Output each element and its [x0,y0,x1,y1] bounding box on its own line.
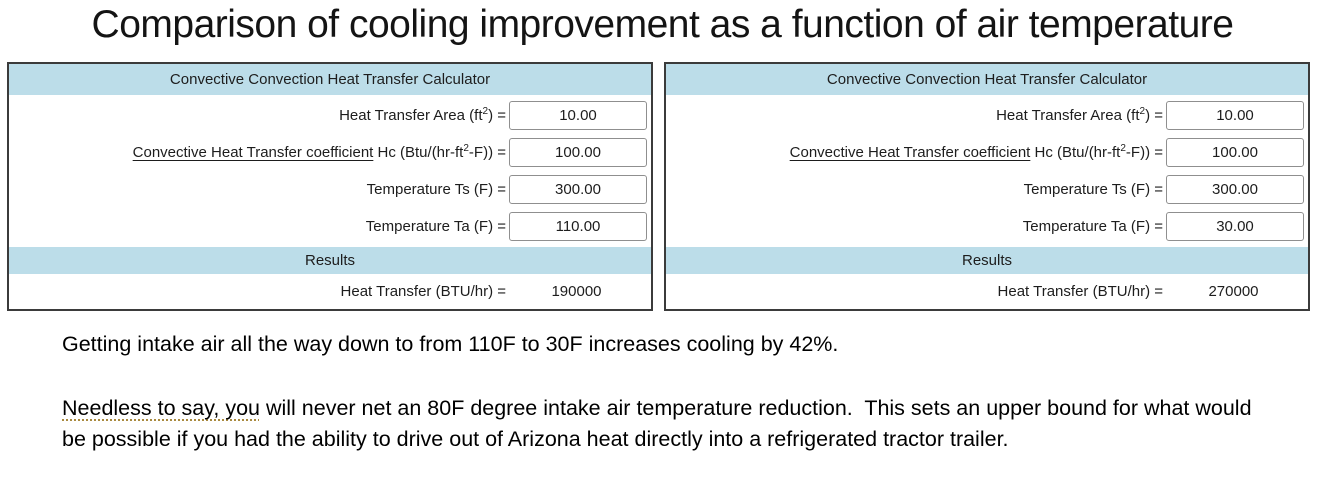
field-label-temperature-ts: Temperature Ts (F) = [366,180,506,198]
field-label-area: Heat Transfer Area $(ft^2)$ = [339,105,506,124]
heat-transfer-area-input[interactable] [509,101,647,130]
heat-transfer-area-input[interactable] [1166,101,1304,130]
input-rows [9,95,651,247]
convective-coefficient-input[interactable] [509,138,647,167]
input-row-temperature-ts [666,171,1308,208]
field-label-area: Heat Transfer Area $(ft^2)$ = [996,105,1163,124]
heat-transfer-result: 270000 [1208,282,1259,300]
input-row-coefficient [9,134,651,171]
input-row-area [9,97,651,134]
result-row [666,274,1308,309]
field-label-temperature-ts: Temperature Ts (F) = [1023,180,1163,198]
results-header: Results [9,247,651,274]
temperature-ta-input[interactable] [509,212,647,241]
temperature-ts-input[interactable] [509,175,647,204]
input-row-temperature-ta [9,208,651,245]
result-row [9,274,651,309]
results-header: Results [666,247,1308,274]
result-label: Heat Transfer (BTU/hr) = [997,282,1163,300]
temperature-ts-input[interactable] [1166,175,1304,204]
cooling-improvement-note: Getting intake air all the way down to from 110F to 30F increases cooling by 42%. [62,332,839,356]
panel-header: Convective Convection Heat Transfer Calculator [666,64,1308,95]
field-label-coefficient: Convective Heat Transfer coefficient Hc $(Btu/(hr-ft^2-F))$ = [132,142,506,161]
upper-bound-note: Needless to say, you will never net an 80F degree intake air temperature reduction. This sets an upper bound for what would be possible if you had the ability to drive out of Arizona heat directly into a refrigerated tractor trailer. [62,396,1258,451]
calculator-panel-left [7,62,653,311]
input-row-temperature-ts [9,171,651,208]
calculator-panels [7,62,1310,311]
grammar-flagged-text: Needless to say, you [62,396,260,420]
temperature-ta-input[interactable] [1166,212,1304,241]
input-row-area [666,97,1308,134]
convective-coefficient-input[interactable] [1166,138,1304,167]
result-label: Heat Transfer (BTU/hr) = [340,282,506,300]
input-row-temperature-ta [666,208,1308,245]
calculator-panel-right [664,62,1310,311]
panel-header: Convective Convection Heat Transfer Calculator [9,64,651,95]
page-title: Comparison of cooling improvement as a function of air temperature [91,3,1234,46]
input-row-coefficient [666,134,1308,171]
field-label-coefficient: Convective Heat Transfer coefficient Hc $(Btu/(hr-ft^2-F))$ = [789,142,1163,161]
notes-text [62,331,1262,455]
field-label-temperature-ta: Temperature Ta (F) = [365,217,506,235]
heat-transfer-result: 190000 [551,282,602,300]
coefficient-link[interactable]: Convective Heat Transfer coefficient [132,143,374,161]
input-rows [666,95,1308,247]
field-label-temperature-ta: Temperature Ta (F) = [1022,217,1163,235]
coefficient-link[interactable]: Convective Heat Transfer coefficient [789,143,1031,161]
